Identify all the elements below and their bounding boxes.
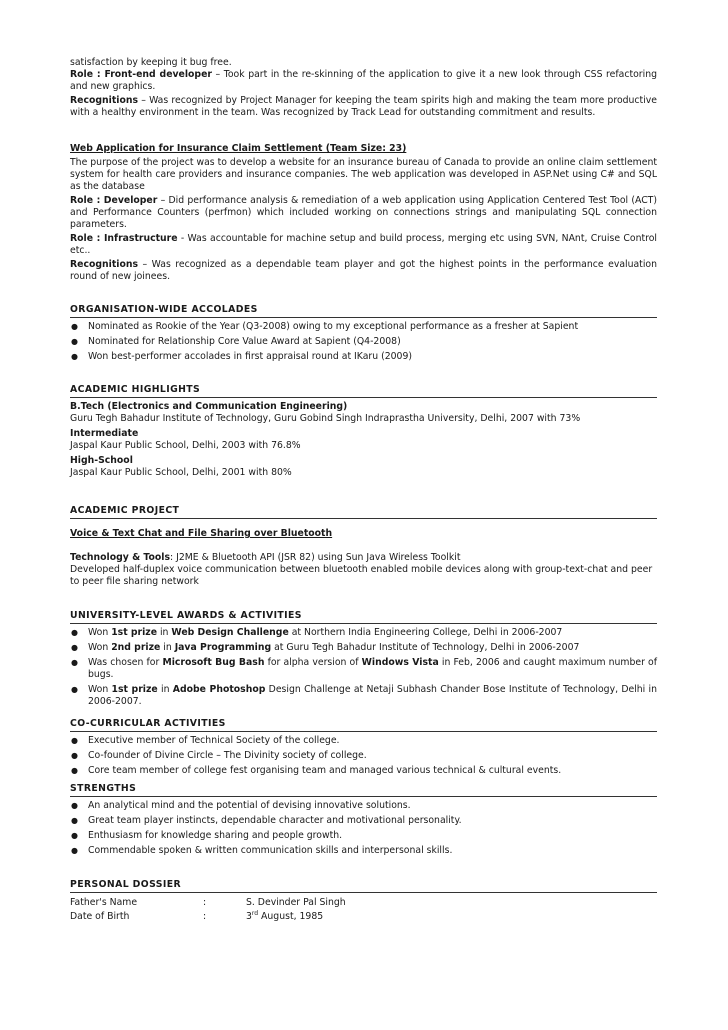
father-name-value: S. Devinder Pal Singh (246, 897, 346, 908)
list-item: ● Nominated as Rookie of the Year (Q3-2008) owing to my exceptional performance as a fresher at Sapient (70, 321, 657, 333)
academic-title: ACADEMIC HIGHLIGHTS (70, 384, 201, 395)
btech-title: B.Tech (Electronics and Communication Engineering) (70, 401, 348, 412)
academic-project-title: ACADEMIC PROJECT (70, 505, 180, 516)
recognitions-1: Recognitions – Was recognized by Project Manager for keeping the team spirits high and making the team more productive with a healthy environment in the team. Was recognized by Track Lead for outstanding commitment and results. (70, 95, 657, 118)
accolades-header (70, 304, 657, 318)
awards-section (70, 610, 657, 708)
list-item: ● Nominated for Relationship Core Value Award at Sapient (Q4-2008) (70, 336, 657, 348)
highschool-title: High-School (70, 455, 133, 466)
intro-line: satisfaction by keeping it bug free. (70, 57, 232, 68)
accolades-section (70, 304, 657, 363)
list-item: ● Won best-performer accolades in first appraisal round at IKaru (2009) (70, 351, 657, 363)
academic-header (70, 384, 657, 398)
role-developer: Role : Developer – Did performance analysis & remediation of a web application using Application Centered Test Tool (ACT) and Performance Counters (perfmon) which included working on connections strings and manipulating SQL connection parameters. (70, 195, 657, 230)
father-name-label: Father's Name (70, 897, 138, 908)
strengths-section (70, 783, 657, 857)
awards-header (70, 610, 657, 624)
list-item: ● Commendable spoken & written communication skills and interpersonal skills. (70, 845, 657, 857)
list-item: ● Core team member of college fest organising team and managed various technical & cultural events. (70, 765, 657, 777)
dob-label: Date of Birth (70, 911, 130, 922)
cocurricular-header (70, 718, 657, 732)
strengths-list (70, 800, 657, 857)
academic-project-header (70, 505, 657, 519)
highschool-institute: Jaspal Kaur Public School, Delhi, 2001 with 80% (70, 467, 292, 478)
list-item: ● Great team player instincts, dependable character and motivational personality. (70, 815, 657, 827)
dossier-title: PERSONAL DOSSIER (70, 879, 182, 890)
father-name-row (70, 896, 657, 910)
btech-institute: Guru Tegh Bahadur Institute of Technology, Guru Gobind Singh Indraprastha University, Delhi, 2007 with 73% (70, 413, 581, 424)
cocurricular-list (70, 735, 657, 777)
list-item: ● Executive member of Technical Society of the college. (70, 735, 657, 747)
role-frontend: Role : Front-end developer – Took part in the re-skinning of the application to give it a new look through CSS refactoring and new graphics. (70, 69, 657, 92)
insurance-project-title: Web Application for Insurance Claim Settlement (Team Size: 23) (70, 143, 407, 154)
cocurricular-title: CO-CURRICULAR ACTIVITIES (70, 718, 226, 729)
list-item: ● Enthusiasm for knowledge sharing and people growth. (70, 830, 657, 842)
intermediate-title: Intermediate (70, 428, 139, 439)
intermediate-institute: Jaspal Kaur Public School, Delhi, 2003 with 76.8% (70, 440, 301, 451)
accolades-list (70, 321, 657, 363)
dob-value: 3rd August, 1985 (246, 909, 324, 922)
strengths-title: STRENGTHS (70, 783, 137, 794)
list-item: ● An analytical mind and the potential of devising innovative solutions. (70, 800, 657, 812)
recognitions-2: Recognitions – Was recognized as a dependable team player and got the highest points in the performance evaluation round of new joinees. (70, 259, 657, 282)
list-item: ● Co-founder of Divine Circle – The Divinity society of college. (70, 750, 657, 762)
insurance-project-purpose: The purpose of the project was to develop a website for an insurance bureau of Canada to provide an online claim settlement system for health care providers and insurance companies. The web application was developed in ASP.Net using C# and SQL as the database (70, 157, 657, 192)
academic-project-section (70, 505, 657, 588)
colon: : (203, 911, 207, 922)
cocurricular-section (70, 718, 657, 777)
academic-project-description: Developed half-duplex voice communication between bluetooth enabled mobile devices along with group-text-chat and peer to peer file sharing network (70, 564, 653, 587)
awards-list (70, 627, 657, 708)
dossier-section (70, 879, 657, 924)
previous-project-continuation (70, 57, 657, 119)
list-item: ● Was chosen for Microsoft Bug Bash for alpha version of Windows Vista in Feb, 2006 and caught maximum number of bugs. (70, 657, 657, 681)
accolades-title: ORGANISATION-WIDE ACCOLADES (70, 304, 258, 315)
awards-title: UNIVERSITY-LEVEL AWARDS & ACTIVITIES (70, 610, 302, 621)
technology-tools: Technology & Tools: J2ME & Bluetooth API (JSR 82) using Sun Java Wireless Toolkit (70, 552, 461, 563)
colon: : (203, 897, 207, 908)
resume-page (70, 57, 657, 924)
role-infrastructure: Role : Infrastructure - Was accountable for machine setup and build process, merging etc using SVN, NAnt, Cruise Control etc.. (70, 233, 657, 256)
dossier-header (70, 879, 657, 893)
list-item: ● Won 1st prize in Web Design Challenge at Northern India Engineering College, Delhi in 2006-2007 (70, 627, 657, 639)
list-item: ● Won 2nd prize in Java Programming at Guru Tegh Bahadur Institute of Technology, Delhi in 2006-2007 (70, 642, 657, 654)
academic-project-name: Voice & Text Chat and File Sharing over Bluetooth (70, 528, 333, 539)
dob-row (70, 910, 657, 924)
academic-section (70, 384, 657, 479)
strengths-header (70, 783, 657, 797)
list-item: ● Won 1st prize in Adobe Photoshop Design Challenge at Netaji Subhash Chander Bose Institute of Technology, Delhi in 2006-2007. (70, 684, 657, 708)
insurance-project (70, 143, 657, 283)
